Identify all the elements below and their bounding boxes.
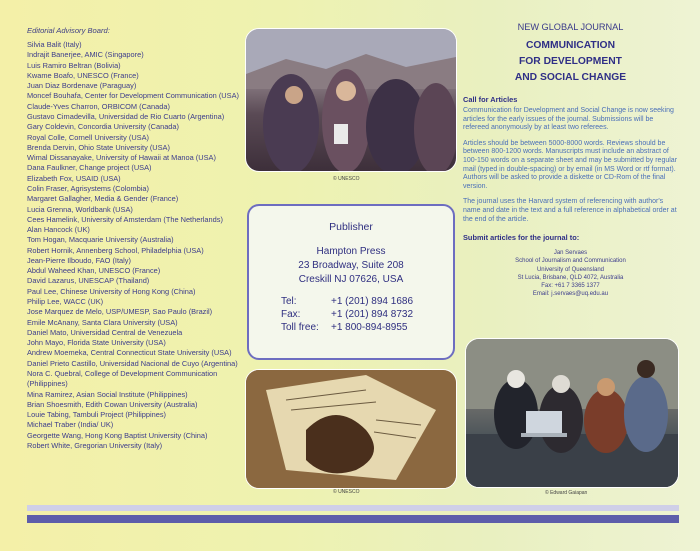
board-member: Jose Marquez de Melo, USP/UMESP, Sao Paulo (Brazil) bbox=[27, 307, 213, 317]
board-member: David Lazarus, UNESCAP (Thailand) bbox=[27, 276, 150, 286]
board-title: Editorial Advisory Board: bbox=[27, 26, 110, 35]
board-member: Lucia Grenna, Worldbank (USA) bbox=[27, 204, 133, 214]
board-member: Brian Shoesmith, Edith Cowan University (Australia) bbox=[27, 399, 198, 409]
photo-credit: © UNESCO bbox=[333, 176, 360, 182]
address-line: University of Queensland bbox=[536, 266, 605, 273]
fax-label: Fax: bbox=[281, 309, 301, 320]
address-line: Fax: +61 7 3365 1377 bbox=[541, 282, 600, 289]
board-member: (Philippines) bbox=[27, 379, 68, 389]
board-member: Margaret Gallagher, Media & Gender (France) bbox=[27, 194, 179, 204]
board-member: Emile McAnany, Santa Clara University (USA) bbox=[27, 317, 178, 327]
board-member: Royal Colle, Cornell University (USA) bbox=[27, 132, 149, 142]
journal-name: NEW GLOBAL JOURNAL bbox=[517, 22, 624, 32]
board-member: Luis Ramiro Beltran (Bolivia) bbox=[27, 60, 121, 70]
board-member: Indrajit Banerjee, AMIC (Singapore) bbox=[27, 50, 144, 60]
board-member: Alan Hancock (UK) bbox=[27, 225, 90, 235]
address-line: Email: j.servaes@uq.edu.au bbox=[532, 291, 609, 298]
board-member: Cees Hamelink, University of Amsterdam (The Netherlands) bbox=[27, 214, 223, 224]
journal-title bbox=[463, 38, 678, 86]
referencing-paragraph: The journal uses the Harvard system of referencing with author's name and date in the text and a full reference in alphabetical order at the end of the article. bbox=[463, 198, 677, 223]
board-member: Claude-Yves Charron, ORBICOM (Canada) bbox=[27, 101, 170, 111]
tollfree-label: Toll free: bbox=[281, 322, 319, 333]
journal-title-line: COMMUNICATION bbox=[525, 40, 616, 51]
board-member: Daniel Prieto Castillo, Universidad Nacional de Cuyo (Argentina) bbox=[27, 358, 238, 368]
board-member: Robert White, Gregorian University (Italy) bbox=[27, 440, 163, 450]
hands-photo-illustration bbox=[246, 370, 456, 488]
address-line: Jan Servaes bbox=[553, 250, 588, 257]
publisher-title: Publisher bbox=[329, 221, 373, 233]
address-line: School of Journalism and Communication bbox=[515, 258, 626, 265]
board-member: Gary Coldevin, Concordia University (Canada) bbox=[27, 122, 179, 132]
footer-stripe-dark bbox=[27, 515, 679, 523]
journal-info bbox=[463, 22, 678, 298]
guidelines-paragraph: Articles should be between 5000-8000 words. Reviews should be between 800-1200 words. Manuscripts must include an abstract of 100-150 words on a separate sheet and may be submitted by regular mail (typed in double-spacing) or by email (in MS Word or rtf format). Authors will be asked to provide a diskette or CD-Rom of the final version. bbox=[463, 139, 678, 190]
publisher-fax bbox=[281, 309, 413, 320]
board-member: Michael Traber (India/ UK) bbox=[27, 420, 114, 430]
photo-credit: © Edward Gaiapan bbox=[545, 490, 588, 496]
tel-value: +1 (201) 894 1686 bbox=[331, 296, 414, 307]
board-member: Moncef Bouhafa, Center for Development Communication (USA) bbox=[27, 91, 239, 101]
board-member: John Mayo, Florida State University (USA) bbox=[27, 338, 166, 348]
board-member: Nora C. Quebral, College of Development Communication bbox=[27, 369, 218, 378]
board-list bbox=[27, 40, 242, 451]
board-member: Mina Ramirez, Asian Social Institute (Philippines) bbox=[27, 389, 188, 399]
publisher-tollfree bbox=[281, 322, 407, 333]
board-member: Dana Faulkner, Change project (USA) bbox=[27, 163, 152, 173]
photo-credit: © UNESCO bbox=[333, 489, 360, 495]
board-member: Robert Hornik, Annenberg School, Philadelphia (USA) bbox=[27, 245, 204, 255]
board-member: Kwame Boafo, UNESCO (France) bbox=[27, 70, 139, 80]
board-member: Abdul Waheed Khan, UNESCO (France) bbox=[27, 266, 161, 276]
call-heading: Call for Articles bbox=[463, 95, 518, 104]
call-paragraph: Communication for Development and Social Change is now seeking articles for the early issues of the journal. Submissions will be refereed anonymously by at least two referees. bbox=[463, 107, 674, 132]
board-member: Andrew Moemeka, Central Connecticut State University (USA) bbox=[27, 348, 232, 358]
publisher-street: 23 Broadway, Suite 208 bbox=[298, 260, 404, 271]
crowd-photo bbox=[245, 28, 457, 172]
women-laptop-illustration bbox=[466, 339, 678, 487]
crowd-photo-illustration bbox=[246, 29, 456, 171]
footer-stripe-light bbox=[27, 505, 679, 511]
publisher-box bbox=[247, 204, 455, 360]
board-member: Tom Hogan, Macquarie University (Australia) bbox=[27, 235, 174, 245]
publisher-tel bbox=[281, 296, 413, 307]
submission-address bbox=[463, 249, 678, 298]
board-member: Silvia Balit (Italy) bbox=[27, 40, 82, 49]
fax-value: +1 (201) 894 8732 bbox=[331, 309, 414, 320]
board-member: Elizabeth Fox, USAID (USA) bbox=[27, 173, 121, 183]
address-line: St Lucia, Brisbane, QLD 4072, Australia bbox=[517, 274, 624, 281]
publisher-city: Creskill NJ 07626, USA bbox=[298, 274, 404, 285]
board-member: Daniel Mato, Universidad Central de Venezuela bbox=[27, 327, 183, 337]
board-member: Philip Lee, WACC (UK) bbox=[27, 297, 104, 307]
editorial-board bbox=[27, 26, 242, 451]
hands-photo bbox=[245, 369, 457, 489]
submit-heading: Submit articles for the journal to: bbox=[463, 233, 580, 243]
women-laptop-photo bbox=[465, 338, 679, 488]
board-member: Brenda Dervin, Ohio State University (USA) bbox=[27, 142, 170, 152]
board-member: Wimal Dissanayake, University of Hawaii at Manoa (USA) bbox=[27, 153, 216, 163]
board-member: Paul Lee, Chinese University of Hong Kong (China) bbox=[27, 286, 196, 296]
board-member: Colin Fraser, Agrisystems (Colombia) bbox=[27, 183, 149, 193]
publisher-name: Hampton Press bbox=[316, 246, 386, 257]
tel-label: Tel: bbox=[281, 296, 297, 307]
board-member: Juan Diaz Bordenave (Paraguay) bbox=[27, 81, 137, 91]
board-member: Georgette Wang, Hong Kong Baptist University (China) bbox=[27, 430, 208, 440]
journal-title-line: AND SOCIAL CHANGE bbox=[514, 72, 627, 83]
board-member: Louie Tabing, Tambuli Project (Philippines) bbox=[27, 410, 166, 420]
tollfree-value: +1 800-894-8955 bbox=[331, 322, 408, 333]
board-member: Jean-Pierre Ilboudo, FAO (Italy) bbox=[27, 255, 131, 265]
journal-title-line: FOR DEVELOPMENT bbox=[519, 56, 622, 67]
board-member: Gustavo Cimadevilla, Universidad de Rio Cuarto (Argentina) bbox=[27, 111, 225, 121]
